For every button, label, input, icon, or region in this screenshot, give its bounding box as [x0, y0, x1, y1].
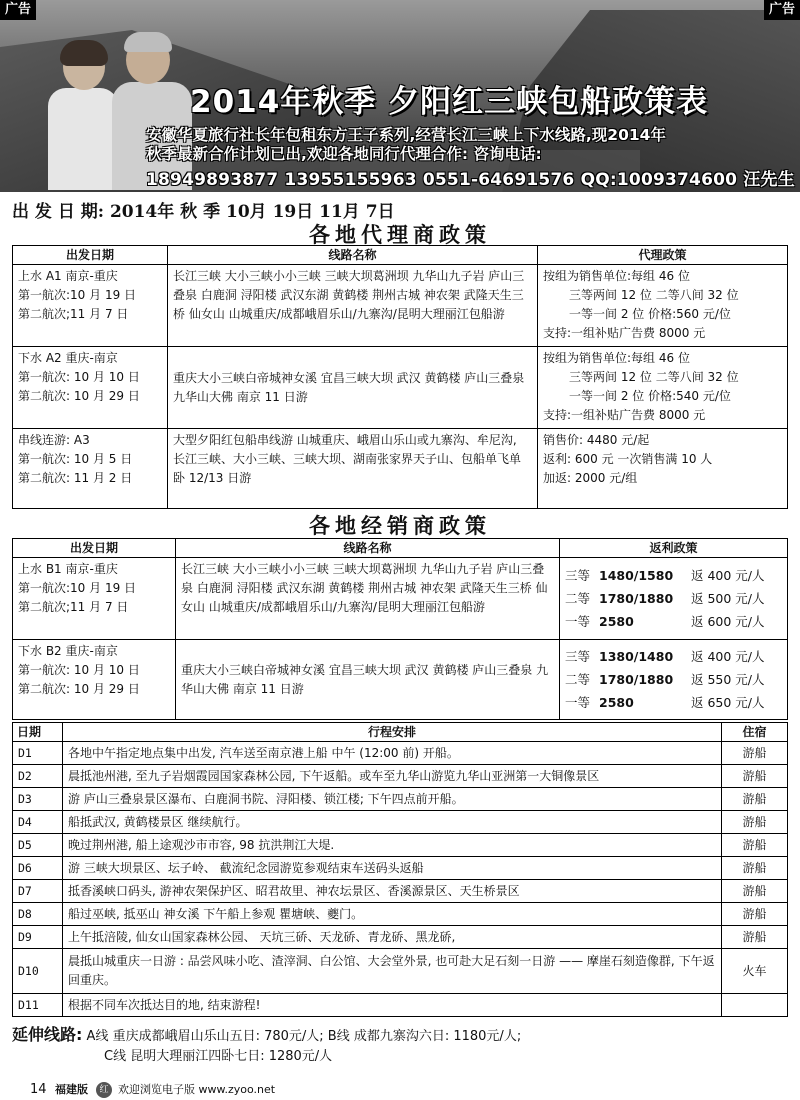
- date-cell: [13, 640, 176, 720]
- table-header-row: [13, 246, 788, 265]
- table-row: [13, 265, 788, 347]
- itinerary-row: [13, 788, 788, 811]
- lodging-cell: 游船: [722, 903, 788, 926]
- table-header-row: [13, 539, 788, 558]
- woman-figure: [48, 88, 118, 190]
- schedule-cell: 各地中午指定地点集中出发, 汽车送至南京港上船 中午 (12:00 前) 开船。: [63, 742, 722, 765]
- date-cell: [13, 558, 176, 640]
- banner-desc-line-2: 秋季最新合作计划已出,欢迎各地同行代理合作: 咨询电话:: [146, 145, 542, 163]
- policy-line: 一等一间 2 位 价格:540 元/位: [569, 389, 731, 403]
- itinerary-table: [12, 722, 788, 1017]
- rebate-amount: 返 550 元/人: [691, 672, 765, 687]
- day-cell: D9: [13, 926, 63, 949]
- col-header-route: 线路名称: [176, 539, 560, 558]
- schedule-cell: 船过巫峡, 抵巫山 神女溪 下午船上参观 瞿塘峡、夔门。: [63, 903, 722, 926]
- policy-line: 加返: 2000 元/组: [543, 471, 638, 485]
- policy-line: 三等两间 12 位 二等八间 32 位: [569, 288, 739, 302]
- schedule-cell: 游 三峡大坝景区、坛子岭、 截流纪念园游览参观结束车送码头返船: [63, 857, 722, 880]
- itinerary-row: [13, 880, 788, 903]
- table-header-row: [13, 723, 788, 742]
- extension-line-2: C线 昆明大理丽江四卧七日: 1280元/人: [104, 1049, 333, 1064]
- lodging-cell: 火车: [722, 949, 788, 994]
- cabin-price: 1780/1880: [599, 591, 674, 606]
- rebate-cell: [560, 640, 788, 720]
- schedule-cell: 晨抵池州港, 至九子岩烟霞园国家森林公园, 下午返船。或车至九华山游览九华山亚洲第一大铜像景区: [63, 765, 722, 788]
- agent-policy-title: 各地代理商政策: [309, 222, 491, 247]
- col-header-lodging: 住宿: [722, 723, 788, 742]
- day-cell: D2: [13, 765, 63, 788]
- table-row: [13, 429, 788, 509]
- extension-ab: A线 重庆成都峨眉山乐山五日: 780元/人; B线 成都九寨沟六日: 1180元/人;: [86, 1029, 522, 1044]
- policy-cell: [538, 429, 788, 509]
- policy-line: 返利: 600 元 一次销售满 10 人: [543, 452, 713, 466]
- day-cell: D4: [13, 811, 63, 834]
- page-number: 14: [30, 1082, 47, 1097]
- man-hair: [124, 32, 172, 52]
- voyage-1: 第一航次:10 月 19 日: [18, 581, 137, 595]
- voyage-2: 第二航次;11 月 7 日: [18, 600, 129, 614]
- woman-hair: [60, 40, 108, 66]
- itinerary-row: [13, 994, 788, 1017]
- col-header-schedule: 行程安排: [63, 723, 722, 742]
- cabin-price: 1780/1880: [599, 672, 674, 687]
- itinerary-row: [13, 949, 788, 994]
- schedule-cell: 船抵武汉, 黄鹤楼景区 继续航行。: [63, 811, 722, 834]
- lodging-cell: [722, 994, 788, 1017]
- banner-description: [146, 126, 786, 164]
- voyage-1: 第一航次: 10 月 10 日: [18, 370, 140, 384]
- day-cell: D8: [13, 903, 63, 926]
- col-header-date: 出发日期: [13, 539, 176, 558]
- day-cell: D1: [13, 742, 63, 765]
- day-cell: D7: [13, 880, 63, 903]
- page-footer: [0, 1080, 800, 1100]
- banner-title: 2014年秋季 夕阳红三峡包船政策表: [190, 84, 709, 120]
- schedule-cell: 晚过荆州港, 船上途观沙市市容, 98 抗洪荆江大堤.: [63, 834, 722, 857]
- voyage-2: 第二航次;11 月 7 日: [18, 307, 129, 321]
- day-cell: D5: [13, 834, 63, 857]
- banner-desc-line-1: 安徽华夏旅行社长年包租东方王子系列,经营长江三峡上下水线路,现2014年: [146, 126, 666, 144]
- lodging-cell: 游船: [722, 926, 788, 949]
- day-cell: D3: [13, 788, 63, 811]
- rebate-amount: 返 500 元/人: [691, 591, 765, 606]
- cabin-class: 二等: [565, 672, 591, 687]
- lodging-cell: 游船: [722, 880, 788, 903]
- col-header-route: 线路名称: [168, 246, 538, 265]
- itinerary-row: [13, 903, 788, 926]
- route-code: 下水 A2 重庆-南京: [18, 351, 118, 365]
- lodging-cell: 游船: [722, 788, 788, 811]
- route-code: 串线连游: A3: [18, 433, 90, 447]
- cabin-class: 一等: [565, 614, 591, 629]
- rebate-amount: 返 400 元/人: [691, 568, 765, 583]
- policy-line: 一等一间 2 位 价格:560 元/位: [569, 307, 731, 321]
- lodging-cell: 游船: [722, 834, 788, 857]
- rebate-amount: 返 600 元/人: [691, 614, 765, 629]
- extension-line-1: [12, 1025, 521, 1047]
- contact-info: 18949893877 13955155963 0551-64691576 QQ:1009374600 汪先生: [146, 170, 795, 190]
- agent-policy-table: [12, 245, 788, 509]
- extension-routes: [12, 1025, 521, 1067]
- rebate-line: [565, 691, 782, 714]
- policy-line: 三等两间 12 位 二等八间 32 位: [569, 370, 739, 384]
- rebate-line: [565, 645, 782, 668]
- voyage-1: 第一航次: 10 月 10 日: [18, 663, 140, 677]
- policy-cell: [538, 265, 788, 347]
- voyage-2: 第二航次: 10 月 29 日: [18, 682, 140, 696]
- website-text: 欢迎浏览电子版 www.zyoo.net: [118, 1083, 276, 1096]
- voyage-2: 第二航次: 10 月 29 日: [18, 389, 140, 403]
- dealer-policy-table: [12, 538, 788, 720]
- col-header-policy: 代理政策: [538, 246, 788, 265]
- day-cell: D10: [13, 949, 63, 994]
- voyage-1: 第一航次:10 月 19 日: [18, 288, 137, 302]
- route-code: 上水 B1 南京-重庆: [18, 562, 118, 576]
- cabin-class: 三等: [565, 568, 591, 583]
- itinerary-row: [13, 926, 788, 949]
- lodging-cell: 游船: [722, 742, 788, 765]
- schedule-cell: 上午抵涪陵, 仙女山国家森林公园、 天坑三硚、天龙硚、青龙硚、黑龙硚,: [63, 926, 722, 949]
- rebate-amount: 返 650 元/人: [691, 695, 765, 710]
- schedule-cell: 游 庐山三叠泉景区瀑布、白鹿洞书院、浔阳楼、锁江楼; 下午四点前开船。: [63, 788, 722, 811]
- cabin-class: 一等: [565, 695, 591, 710]
- policy-line: 按组为销售单位:每组 46 位: [543, 351, 690, 365]
- col-header-day: 日期: [13, 723, 63, 742]
- route-cell: 长江三峡 大小三峡小小三峡 三峡大坝葛洲坝 九华山九子岩 庐山三叠泉 白鹿洞 浔阳楼 武汉东湖 黄鹤楼 荆州古城 神农架 武隆天生三桥 仙女山 山城重庆/成都峨眉乐山/九寨沟/昆明大理丽江包船游: [176, 558, 560, 640]
- route-cell: 重庆大小三峡白帝城神女溪 宜昌三峡大坝 武汉 黄鹤楼 庐山三叠泉 九华山大佛 南京 11 日游: [176, 640, 560, 720]
- policy-cell: [538, 347, 788, 429]
- policy-line: 支持:一组补贴广告费 8000 元: [543, 326, 706, 340]
- rebate-cell: [560, 558, 788, 640]
- col-header-date: 出发日期: [13, 246, 168, 265]
- col-header-rebate: 返利政策: [560, 539, 788, 558]
- voyage-1: 第一航次: 10 月 5 日: [18, 452, 133, 466]
- schedule-cell: 晨抵山城重庆一日游 : 品尝风味小吃、渣滓洞、白公馆、大会堂外景, 也可赴大足石刻一日游 —— 摩崖石刻造像群, 下午返回重庆。: [63, 949, 722, 994]
- rebate-line: [565, 610, 782, 633]
- ad-label-left: 广告: [0, 0, 36, 20]
- itinerary-row: [13, 811, 788, 834]
- table-row: [13, 347, 788, 429]
- cabin-price: 1380/1480: [599, 649, 674, 664]
- table-row: [13, 640, 788, 720]
- header-banner: [0, 0, 800, 192]
- itinerary-row: [13, 742, 788, 765]
- publisher-logo: 红: [96, 1082, 112, 1098]
- date-cell: [13, 429, 168, 509]
- lodging-cell: 游船: [722, 765, 788, 788]
- day-cell: D6: [13, 857, 63, 880]
- cabin-class: 二等: [565, 591, 591, 606]
- route-cell: 长江三峡 大小三峡小小三峡 三峡大坝葛洲坝 九华山九子岩 庐山三叠泉 白鹿洞 浔阳楼 武汉东湖 黄鹤楼 荆州古城 神农架 武隆天生三桥 仙女山 山城重庆/成都峨眉乐山/九寨沟/昆明大理丽江包船游: [168, 265, 538, 347]
- policy-line: 销售价: 4480 元/起: [543, 433, 650, 447]
- lodging-cell: 游船: [722, 811, 788, 834]
- schedule-cell: 根据不同车次抵达目的地, 结束游程!: [63, 994, 722, 1017]
- cabin-price: 2580: [599, 614, 634, 629]
- cabin-price: 2580: [599, 695, 634, 710]
- date-cell: [13, 347, 168, 429]
- itinerary-row: [13, 857, 788, 880]
- rebate-line: [565, 564, 782, 587]
- policy-line: 按组为销售单位:每组 46 位: [543, 269, 690, 283]
- lodging-cell: 游船: [722, 857, 788, 880]
- rebate-line: [565, 668, 782, 691]
- table-row: [13, 558, 788, 640]
- date-cell: [13, 265, 168, 347]
- route-code: 下水 B2 重庆-南京: [18, 644, 118, 658]
- route-cell: 大型夕阳红包船串线游 山城重庆、峨眉山乐山或九寨沟、牟尼沟, 长江三峡、大小三峡、三峡大坝、湖南张家界天子山、包船单飞单卧 12/13 日游: [168, 429, 538, 509]
- extension-label: 延伸线路:: [12, 1025, 83, 1044]
- rebate-line: [565, 587, 782, 610]
- cabin-class: 三等: [565, 649, 591, 664]
- policy-line: 支持:一组补贴广告费 8000 元: [543, 408, 706, 422]
- ad-label-right: 广告: [764, 0, 800, 20]
- schedule-cell: 抵香溪峡口码头, 游神农架保护区、昭君故里、神农坛景区、香溪源景区、天生桥景区: [63, 880, 722, 903]
- route-code: 上水 A1 南京-重庆: [18, 269, 118, 283]
- day-cell: D11: [13, 994, 63, 1017]
- route-cell: 重庆大小三峡白帝城神女溪 宜昌三峡大坝 武汉 黄鹤楼 庐山三叠泉 九华山大佛 南京 11 日游: [168, 347, 538, 429]
- cabin-price: 1480/1580: [599, 568, 674, 583]
- dealer-policy-title: 各地经销商政策: [309, 513, 491, 538]
- departure-dates: 出 发 日 期: 2014年 秋 季 10月 19日 11月 7日: [12, 202, 395, 222]
- voyage-2: 第二航次: 11 月 2 日: [18, 471, 133, 485]
- itinerary-row: [13, 765, 788, 788]
- edition-label: 福建版: [55, 1083, 88, 1096]
- rebate-amount: 返 400 元/人: [691, 649, 765, 664]
- itinerary-row: [13, 834, 788, 857]
